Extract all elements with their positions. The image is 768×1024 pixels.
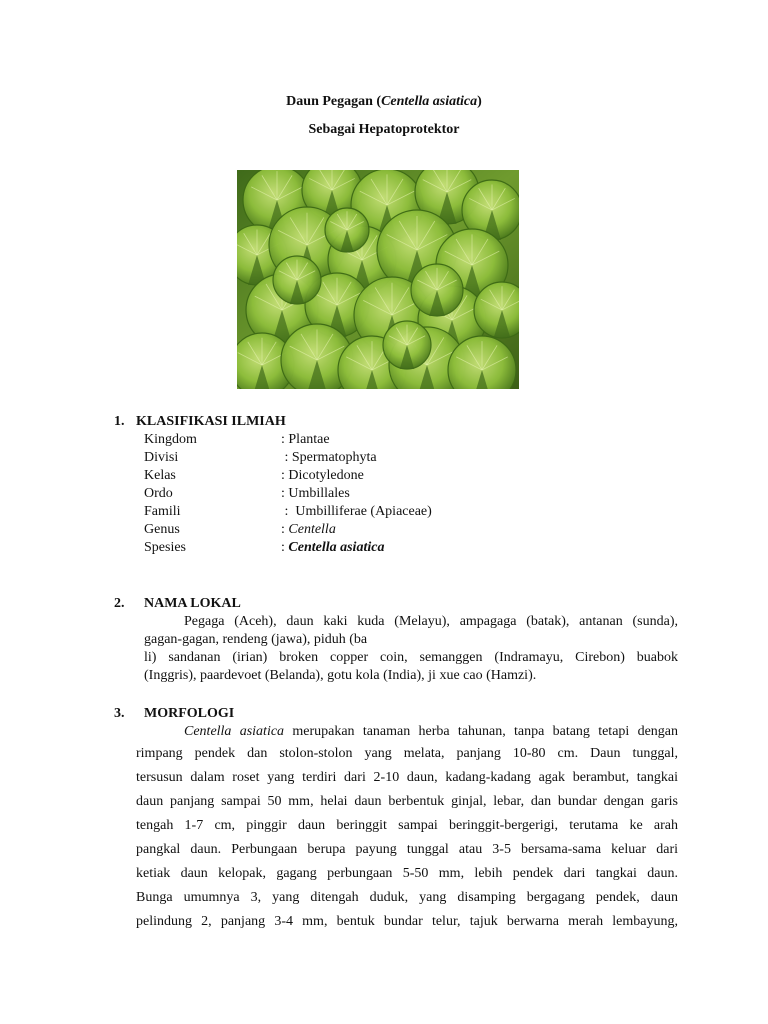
class-label-kelas: Kelas [144,468,176,483]
class-value-kelas: : Dicotyledone [281,468,364,483]
centella-plant-photo [237,170,519,389]
morphology-line: pelindung 2, panjang 3-4 mm, bentuk bundar telur, tajuk berwarna merah lembayung, [136,914,678,929]
section-3-number: 3. [114,706,125,721]
local-names-line-3: li) sandanan (irian) broken copper coin, semanggen (Indramayu, Cirebon) buabok [144,650,678,665]
title-latin-name: Centella asiatica [381,94,478,109]
document-title: Daun Pegagan (Centella asiatica) [286,94,482,109]
local-names-line-4: (Inggris), paardevoet (Belanda), gotu kola (India), ji xue cao (Hamzi). [144,668,537,683]
leaf-shape [411,264,463,316]
class-value-genus: : Centella [281,522,336,537]
leaf-shape [273,256,321,304]
class-value-famili: : Umbilliferae (Apiaceae) [281,504,432,519]
class-label-genus: Genus [144,522,180,537]
morphology-line: ketiak daun kelopak, gagang perbungaan 5-50 mm, lebih pendek dari tangkai daun. [136,866,678,881]
section-2-number: 2. [114,596,125,611]
morphology-line: pangkal daun. Perbungaan berupa payung tunggal atau 3-5 bersama-sama keluar dari [136,842,678,857]
section-1-number: 1. [114,414,125,429]
morphology-paragraph [136,742,678,934]
document-subtitle: Sebagai Hepatoprotektor [308,122,460,137]
class-value-kingdom: : Plantae [281,432,330,447]
leaf-illustration [237,170,519,389]
morphology-line: tengah 1-7 cm, pinggir daun beringgit sampai beringgit-bergerigi, terutama ke arah [136,818,678,833]
section-2-heading: NAMA LOKAL [144,596,241,611]
class-value-spesies: : Centella asiatica [281,540,385,555]
local-names-line-1: Pegaga (Aceh), daun kaki kuda (Melayu), ampagaga (batak), antanan (sunda), [184,614,678,629]
morphology-line-1: Centella asiatica merupakan tanaman herba tahunan, tanpa batang tetapi dengan [184,724,678,739]
local-names-line-2: gagan-gagan, rendeng (jawa), piduh (ba [144,632,368,647]
section-1-heading: KLASIFIKASI ILMIAH [136,414,286,429]
morphology-line: Bunga umumnya 3, yang ditengah duduk, yang disamping bergagang pendek, daun [136,890,678,905]
class-label-kingdom: Kingdom [144,432,197,447]
morphology-line: tersusun dalam roset yang terdiri dari 2-10 daun, kadang-kadang agak berambut, tangkai [136,770,678,785]
class-value-ordo: : Umbillales [281,486,350,501]
section-3-heading: MORFOLOGI [144,706,235,721]
class-label-divisi: Divisi [144,450,179,465]
class-label-ordo: Ordo [144,486,173,501]
class-label-famili: Famili [144,504,181,519]
class-label-spesies: Spesies [144,540,186,555]
morphology-line: rimpang pendek dan stolon-stolon yang melata, panjang 10-80 cm. Daun tunggal, [136,746,678,761]
leaf-shape [383,321,431,369]
leaf-shape [325,208,369,252]
morphology-line: daun panjang sampai 50 mm, helai daun berbentuk ginjal, lebar, dan bundar dengan garis [136,794,678,809]
class-value-divisi: : Spermatophyta [281,450,377,465]
